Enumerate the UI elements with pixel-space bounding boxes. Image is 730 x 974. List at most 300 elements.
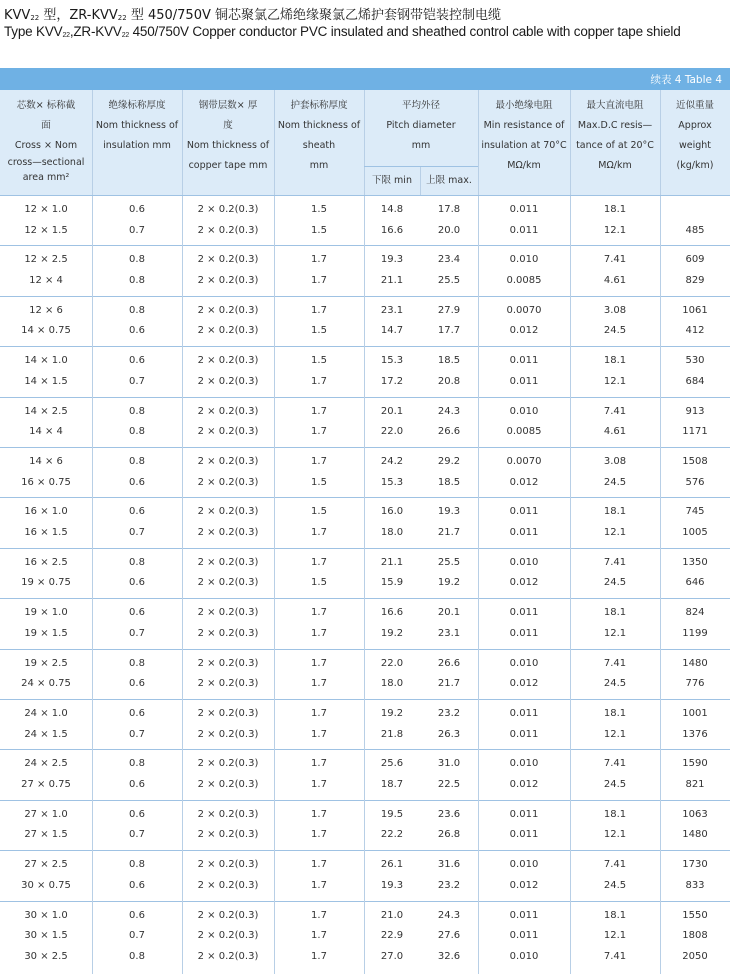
header-min-resistance: 最小绝缘电阻 Min resistance of insulation at 70°C MΩ/km [481,100,567,171]
cell-weight: 684 [685,375,705,387]
cell-copper-tape: 2 × 0.2(0.3) [197,325,259,337]
cell-weight: 913 [685,405,705,417]
cell-min-resistance: 0.011 [509,829,539,841]
cell-copper-tape: 2 × 0.2(0.3) [197,355,259,367]
cell-min-resistance: 0.011 [509,607,539,619]
cell-min-resistance: 0.011 [509,224,539,236]
cell-copper-tape: 2 × 0.2(0.3) [197,758,259,770]
row-group-separator [0,749,730,750]
cell-copper-tape: 2 × 0.2(0.3) [197,224,259,236]
cell-max-resistance: 7.41 [603,859,627,871]
cell-pitch-min: 18.0 [380,527,404,538]
cell-pitch-max: 21.7 [437,678,461,690]
cell-max-resistance: 18.1 [603,909,627,921]
cell-min-resistance: 0.011 [509,728,539,740]
cell-max-resistance: 18.1 [603,607,627,619]
cell-pitch-min: 16.6 [380,607,404,619]
cell-weight: 485 [685,224,705,236]
row-group-separator [0,598,730,599]
cell-cross-section: 19 × 1.0 [24,607,68,619]
cell-weight: 412 [685,325,705,337]
cell-insulation: 0.6 [129,879,145,891]
cell-sheath: 1.5 [311,325,327,337]
cell-pitch-max: 20.8 [437,375,461,387]
cell-cross-section: 30 × 1.0 [24,909,68,921]
cell-pitch-max: 19.3 [437,506,461,518]
cell-sheath: 1.7 [311,375,327,387]
cell-cross-section: 24 × 2.5 [24,758,68,770]
cell-copper-tape: 2 × 0.2(0.3) [197,829,259,841]
header-pitch-max: 上限 max. [426,175,472,186]
cell-copper-tape: 2 × 0.2(0.3) [197,627,259,639]
cell-pitch-min: 19.2 [380,627,404,639]
header-cross-section: 芯数× 标称截 面 Cross × Nom cross—sectional area mm² [7,100,85,183]
cell-weight: 2050 [682,950,708,962]
cell-weight: 646 [685,577,705,589]
cell-sheath: 1.7 [311,556,327,568]
cell-max-resistance: 24.5 [603,779,627,790]
cell-pitch-max: 18.5 [437,355,461,367]
cell-pitch-min: 15.9 [380,577,404,589]
cell-max-resistance: 18.1 [603,204,627,215]
cell-max-resistance: 7.41 [603,405,627,417]
cell-pitch-min: 21.1 [380,556,404,568]
cell-cross-section: 30 × 1.5 [24,930,68,942]
cell-max-resistance: 18.1 [603,808,627,820]
cell-max-resistance: 24.5 [603,325,627,337]
cell-insulation: 0.6 [129,779,145,790]
cell-sheath: 1.5 [311,224,327,236]
header-sheath: 护套标称厚度 Nom thickness of sheath mm [277,100,361,171]
row-group-separator [0,447,730,448]
cell-pitch-max: 19.2 [437,577,461,589]
cell-pitch-min: 15.3 [380,355,404,367]
header-weight: 近似重量 Approx weight (kg/km) [675,100,714,171]
cell-pitch-max: 24.3 [437,405,461,417]
cell-max-resistance: 18.1 [603,708,627,719]
header-divider [182,90,183,196]
cell-pitch-max: 26.6 [437,657,461,669]
cell-insulation: 0.7 [129,527,145,538]
cell-pitch-max: 23.2 [437,708,461,719]
cell-pitch-min: 15.3 [380,476,404,488]
cell-pitch-min: 19.5 [380,808,404,820]
row-group-separator [0,800,730,801]
cell-weight [660,200,730,220]
cell-insulation: 0.7 [129,930,145,942]
cell-pitch-max: 31.0 [437,758,461,770]
cell-weight: 576 [685,476,705,488]
row-group-separator [0,497,730,498]
cell-min-resistance: 0.011 [509,627,539,639]
cell-weight: 530 [685,355,705,367]
cell-pitch-max: 22.5 [437,779,461,790]
cell-copper-tape: 2 × 0.2(0.3) [197,556,259,568]
cell-max-resistance: 24.5 [603,476,627,488]
cell-min-resistance: 0.0070 [506,304,542,316]
table-label: 续表 4 Table 4 [650,74,722,86]
cell-max-resistance: 12.1 [603,930,627,942]
cell-sheath: 1.7 [311,950,327,962]
column-divider [660,196,661,974]
cell-pitch-max: 26.8 [437,829,461,841]
cell-min-resistance: 0.0085 [506,426,542,438]
cell-min-resistance: 0.011 [509,808,539,820]
cell-weight: 1376 [682,728,708,740]
cell-cross-section: 16 × 2.5 [24,556,68,568]
cell-insulation: 0.7 [129,829,145,841]
cell-pitch-max: 31.6 [437,859,461,871]
cell-copper-tape: 2 × 0.2(0.3) [197,405,259,417]
cell-copper-tape: 2 × 0.2(0.3) [197,607,259,619]
row-group-separator [0,346,730,347]
cell-sheath: 1.5 [311,577,327,589]
cell-insulation: 0.6 [129,577,145,589]
cell-pitch-max: 23.4 [437,254,461,266]
cell-insulation: 0.7 [129,627,145,639]
cell-weight: 745 [685,506,705,518]
cell-sheath: 1.7 [311,275,327,286]
cell-cross-section: 14 × 1.5 [24,375,68,387]
cell-insulation: 0.6 [129,607,145,619]
cell-sheath: 1.5 [311,506,327,518]
cell-sheath: 1.7 [311,779,327,790]
row-group-separator [0,901,730,902]
cell-max-resistance: 12.1 [603,627,627,639]
cell-copper-tape: 2 × 0.2(0.3) [197,275,259,286]
cell-min-resistance: 0.012 [509,577,539,589]
cell-weight: 1171 [682,426,708,438]
cell-pitch-max: 20.1 [437,607,461,619]
cell-min-resistance: 0.012 [509,325,539,337]
cell-sheath: 1.7 [311,426,327,438]
cell-copper-tape: 2 × 0.2(0.3) [197,879,259,891]
column-divider [478,196,479,974]
cell-pitch-max: 24.3 [437,909,461,921]
cell-pitch-max: 25.5 [437,275,461,286]
cell-pitch-max: 17.8 [437,204,461,215]
row-group-separator [0,397,730,398]
cell-weight: 821 [685,779,705,790]
cell-insulation: 0.6 [129,355,145,367]
cell-sheath: 1.7 [311,808,327,820]
cell-sheath: 1.7 [311,607,327,619]
cell-pitch-max: 17.7 [437,325,461,337]
cell-copper-tape: 2 × 0.2(0.3) [197,304,259,316]
cell-cross-section: 27 × 1.0 [24,808,68,820]
cell-cross-section: 16 × 1.0 [24,506,68,518]
cell-insulation: 0.8 [129,254,145,266]
header-pitch-min: 下限 min [372,175,412,186]
cell-pitch-min: 19.3 [380,879,404,891]
header-subrule [364,166,478,167]
cell-copper-tape: 2 × 0.2(0.3) [197,204,259,215]
cell-pitch-min: 21.1 [380,275,404,286]
title-english: Type KVV22,ZR-KVV22 450/750V Copper conductor PVC insulated and sheathed control cable with copper tape shield [4,24,681,39]
cell-sheath: 1.7 [311,304,327,316]
cell-max-resistance: 7.41 [603,950,627,962]
cell-cross-section: 14 × 6 [29,456,63,467]
cell-sheath: 1.7 [311,758,327,770]
cell-cross-section: 14 × 1.0 [24,355,68,367]
cell-sheath: 1.7 [311,859,327,871]
cell-weight: 1480 [682,829,708,841]
cell-max-resistance: 7.41 [603,254,627,266]
cell-insulation: 0.8 [129,426,145,438]
cell-pitch-min: 22.2 [380,829,404,841]
cell-min-resistance: 0.011 [509,355,539,367]
title-chinese: KVV22 型，ZR-KVV22 型 450/750V 铜芯聚氯乙烯绝缘聚氯乙烯护套钢带铠装控制电缆 [4,8,501,23]
cell-pitch-max: 26.3 [437,728,461,740]
cell-copper-tape: 2 × 0.2(0.3) [197,950,259,962]
cell-copper-tape: 2 × 0.2(0.3) [197,476,259,488]
cell-pitch-max: 23.6 [437,808,461,820]
cell-min-resistance: 0.012 [509,879,539,891]
cell-copper-tape: 2 × 0.2(0.3) [197,506,259,518]
cell-weight: 1350 [682,556,708,568]
cell-pitch-max: 27.9 [437,304,461,316]
cell-copper-tape: 2 × 0.2(0.3) [197,254,259,266]
cell-pitch-max: 20.0 [437,224,461,236]
cell-pitch-min: 18.0 [380,678,404,690]
cell-pitch-min: 24.2 [380,456,404,467]
cell-pitch-min: 26.1 [380,859,404,871]
cell-sheath: 1.7 [311,657,327,669]
cell-weight: 609 [685,254,705,266]
cell-cross-section: 14 × 4 [29,426,63,438]
cell-sheath: 1.7 [311,254,327,266]
cell-pitch-max: 27.6 [437,930,461,942]
cell-copper-tape: 2 × 0.2(0.3) [197,577,259,589]
cell-sheath: 1.5 [311,204,327,215]
cell-cross-section: 14 × 0.75 [21,325,71,337]
cell-min-resistance: 0.011 [509,375,539,387]
cell-min-resistance: 0.011 [509,909,539,921]
cell-copper-tape: 2 × 0.2(0.3) [197,708,259,719]
cell-cross-section: 27 × 2.5 [24,859,68,871]
cell-pitch-min: 18.7 [380,779,404,790]
cell-pitch-min: 23.1 [380,304,404,316]
cell-pitch-max: 25.5 [437,556,461,568]
header-insulation: 绝缘标称厚度 Nom thickness of insulation mm [95,100,179,151]
cell-min-resistance: 0.010 [509,405,539,417]
cell-weight: 776 [685,678,705,690]
cell-max-resistance: 12.1 [603,527,627,538]
cell-max-resistance: 12.1 [603,728,627,740]
header-divider [364,90,365,196]
cell-cross-section: 16 × 0.75 [21,476,71,488]
cell-pitch-min: 19.2 [380,708,404,719]
cell-weight: 1730 [682,859,708,871]
cell-insulation: 0.7 [129,375,145,387]
cell-insulation: 0.6 [129,476,145,488]
cell-weight: 1808 [682,930,708,942]
cell-min-resistance: 0.011 [509,930,539,942]
row-group-separator [0,296,730,297]
cell-cross-section: 19 × 0.75 [21,577,71,589]
cell-min-resistance: 0.012 [509,678,539,690]
header-divider [478,90,479,196]
cell-pitch-max: 23.1 [437,627,461,639]
cell-pitch-max: 23.2 [437,879,461,891]
cell-copper-tape: 2 × 0.2(0.3) [197,657,259,669]
cell-max-resistance: 12.1 [603,375,627,387]
cell-sheath: 1.7 [311,728,327,740]
cell-pitch-min: 27.0 [380,950,404,962]
cell-insulation: 0.8 [129,275,145,286]
cell-cross-section: 19 × 1.5 [24,627,68,639]
cell-sheath: 1.5 [311,476,327,488]
cell-pitch-min: 22.0 [380,426,404,438]
row-group-separator [0,649,730,650]
cell-cross-section: 12 × 1.0 [24,204,68,215]
cell-pitch-min: 20.1 [380,405,404,417]
header-pitch-diameter: 平均外径 Pitch diameter mm [386,100,456,151]
cell-min-resistance: 0.0070 [506,456,542,467]
cell-cross-section: 24 × 1.0 [24,708,68,719]
cell-sheath: 1.7 [311,678,327,690]
cell-insulation: 0.8 [129,859,145,871]
cell-copper-tape: 2 × 0.2(0.3) [197,728,259,740]
cell-pitch-max: 18.5 [437,476,461,488]
cell-insulation: 0.8 [129,405,145,417]
cell-copper-tape: 2 × 0.2(0.3) [197,808,259,820]
cell-min-resistance: 0.011 [509,708,539,719]
cell-cross-section: 19 × 2.5 [24,657,68,669]
cell-pitch-min: 21.8 [380,728,404,740]
cell-copper-tape: 2 × 0.2(0.3) [197,527,259,538]
cell-min-resistance: 0.011 [509,506,539,518]
cell-sheath: 1.7 [311,879,327,891]
header-divider [570,90,571,196]
cell-cross-section: 27 × 0.75 [21,779,71,790]
cell-pitch-min: 22.9 [380,930,404,942]
cell-cross-section: 12 × 2.5 [24,254,68,266]
header-divider [420,166,421,196]
cell-pitch-min: 14.7 [380,325,404,337]
cell-max-resistance: 7.41 [603,556,627,568]
column-divider [570,196,571,974]
cell-cross-section: 27 × 1.5 [24,829,68,841]
cell-min-resistance: 0.010 [509,758,539,770]
cell-insulation: 0.8 [129,456,145,467]
cell-weight: 1005 [682,527,708,538]
cell-min-resistance: 0.010 [509,556,539,568]
cell-max-resistance: 4.61 [603,426,627,438]
cell-sheath: 1.7 [311,527,327,538]
cell-cross-section: 12 × 6 [29,304,63,316]
cell-insulation: 0.8 [129,657,145,669]
header-divider [274,90,275,196]
header-divider [660,90,661,196]
row-group-separator [0,245,730,246]
cell-min-resistance: 0.010 [509,254,539,266]
cell-cross-section: 12 × 4 [29,275,63,286]
cell-sheath: 1.7 [311,930,327,942]
cell-copper-tape: 2 × 0.2(0.3) [197,779,259,790]
cell-weight: 1508 [682,456,708,467]
cell-sheath: 1.7 [311,909,327,921]
cell-max-resistance: 12.1 [603,224,627,236]
cell-insulation: 0.6 [129,325,145,337]
cell-max-resistance: 7.41 [603,657,627,669]
cell-weight: 1063 [682,808,708,820]
cell-copper-tape: 2 × 0.2(0.3) [197,456,259,467]
cell-cross-section: 24 × 0.75 [21,678,71,690]
cell-sheath: 1.7 [311,829,327,841]
table-label-band [0,68,730,90]
cell-sheath: 1.7 [311,708,327,719]
cell-insulation: 0.6 [129,808,145,820]
cell-insulation: 0.6 [129,909,145,921]
cell-insulation: 0.7 [129,728,145,740]
cell-max-resistance: 4.61 [603,275,627,286]
cell-pitch-max: 21.7 [437,527,461,538]
header-copper-tape: 钢带层数× 厚 度 Nom thickness of copper tape mm [186,100,270,171]
cell-weight: 833 [685,879,705,891]
cell-cross-section: 30 × 2.5 [24,950,68,962]
cell-pitch-max: 32.6 [437,950,461,962]
cell-min-resistance: 0.012 [509,779,539,790]
cell-max-resistance: 7.41 [603,758,627,770]
cell-min-resistance: 0.0085 [506,275,542,286]
cell-insulation: 0.8 [129,556,145,568]
cell-pitch-min: 19.3 [380,254,404,266]
cell-min-resistance: 0.011 [509,204,539,215]
cell-insulation: 0.8 [129,758,145,770]
cell-cross-section: 16 × 1.5 [24,527,68,538]
column-divider [364,196,365,974]
cell-copper-tape: 2 × 0.2(0.3) [197,909,259,921]
cell-max-resistance: 3.08 [603,456,627,467]
cell-copper-tape: 2 × 0.2(0.3) [197,678,259,690]
cell-sheath: 1.7 [311,627,327,639]
cell-pitch-min: 21.0 [380,909,404,921]
header-bottom-rule [0,195,730,196]
cell-cross-section: 24 × 1.5 [24,728,68,740]
cell-weight: 1001 [682,708,708,719]
cell-weight: 1480 [682,657,708,669]
column-divider [182,196,183,974]
cell-pitch-min: 16.6 [380,224,404,236]
table-header [0,90,730,196]
cell-insulation: 0.6 [129,506,145,518]
cell-weight: 1590 [682,758,708,770]
cell-weight: 1061 [682,304,708,316]
cell-copper-tape: 2 × 0.2(0.3) [197,930,259,942]
cell-max-resistance: 24.5 [603,879,627,891]
cell-max-resistance: 24.5 [603,678,627,690]
cell-min-resistance: 0.010 [509,859,539,871]
cell-max-resistance: 18.1 [603,355,627,367]
cell-copper-tape: 2 × 0.2(0.3) [197,375,259,387]
cell-weight: 1199 [682,627,708,639]
cell-pitch-min: 14.8 [380,204,404,215]
row-group-separator [0,850,730,851]
cell-sheath: 1.7 [311,456,327,467]
cell-weight: 824 [685,607,705,619]
cell-insulation: 0.8 [129,950,145,962]
cell-insulation: 0.6 [129,204,145,215]
row-group-separator [0,548,730,549]
cell-cross-section: 12 × 1.5 [24,224,68,236]
cell-pitch-max: 26.6 [437,426,461,438]
header-max-resistance: 最大直流电阻 Max.D.C resis— tance of at 20°C MΩ/km [576,100,654,171]
header-divider [92,90,93,196]
cell-copper-tape: 2 × 0.2(0.3) [197,426,259,438]
cell-weight: 829 [685,275,705,286]
column-divider [92,196,93,974]
